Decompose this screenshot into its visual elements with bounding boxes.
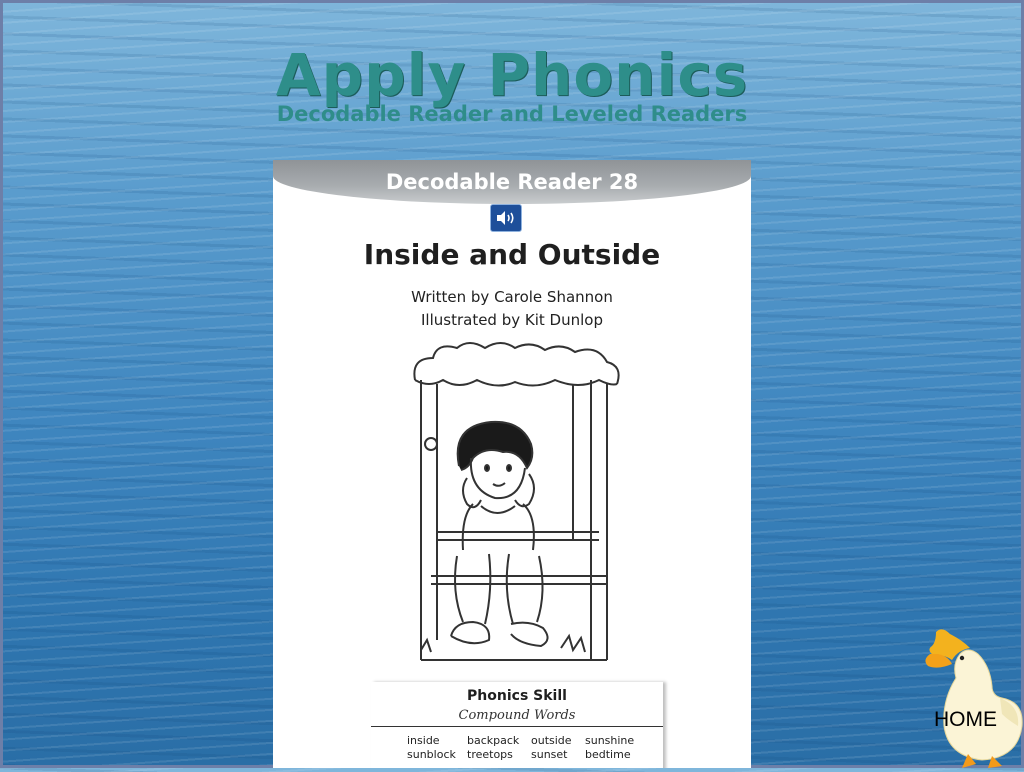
illustrator-credit: Illustrated by Kit Dunlop: [421, 311, 603, 329]
word-item: outside: [531, 734, 572, 747]
word-list: [407, 734, 647, 761]
author-credit: Written by Carole Shannon: [411, 288, 613, 306]
series-label: Decodable Reader 28: [385, 170, 639, 194]
phonics-skill-card: [371, 682, 663, 768]
slide-subtitle: Decodable Reader and Leveled Readers: [276, 102, 748, 126]
phonics-skill-heading: Phonics Skill: [467, 688, 567, 704]
home-label: HOME: [934, 708, 997, 731]
book-title: Inside and Outside: [363, 238, 661, 271]
duck-icon: [922, 626, 1024, 768]
book-cover: [273, 160, 751, 768]
boy-doorway-illustration: [411, 340, 621, 670]
slide-title: Apply Phonics: [275, 41, 749, 109]
audio-button[interactable]: [490, 204, 522, 232]
phonics-skill-name: Compound Words: [458, 708, 576, 723]
word-item: treetops: [467, 748, 513, 761]
word-item: backpack: [467, 734, 520, 747]
home-button[interactable]: [922, 626, 1024, 768]
word-item: inside: [407, 734, 440, 747]
word-item: sunshine: [585, 734, 635, 747]
word-item: sunset: [531, 748, 568, 761]
slide-header: [0, 40, 1024, 126]
speaker-icon: [495, 210, 517, 226]
divider: [371, 726, 663, 727]
word-item: sunblock: [407, 748, 456, 761]
word-item: bedtime: [585, 748, 631, 761]
